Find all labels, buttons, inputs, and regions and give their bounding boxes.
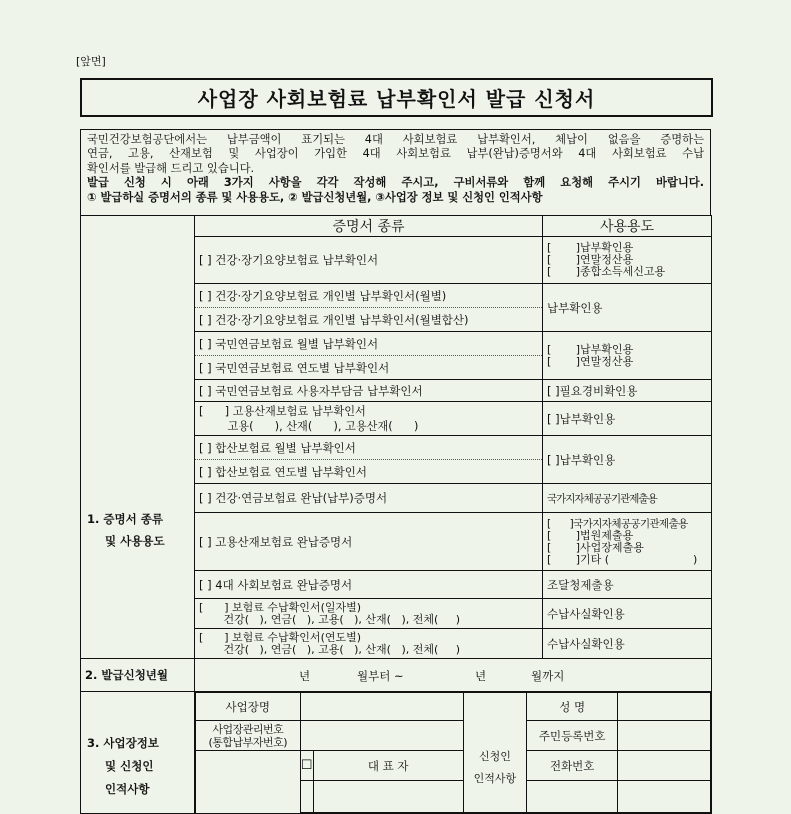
cert-health-individual-sum[interactable]: [ ] 건강·장기요양보험료 개인별 납부확인서(월별합산) xyxy=(195,308,543,332)
header-cert-type: 증명서 종류 xyxy=(195,216,543,237)
usage-group-10[interactable]: 수납사실확인용 xyxy=(543,599,712,629)
section-1-label xyxy=(81,216,195,659)
cert-health-payment[interactable]: [ ] 건강·장기요양보험료 납부확인서 xyxy=(195,237,543,284)
header-usage: 사용용도 xyxy=(543,216,712,237)
extra-cell xyxy=(526,781,617,813)
section-3-label xyxy=(81,692,195,814)
usage-group-5[interactable]: [ ]납부확인용 xyxy=(543,402,712,436)
cert-pension-yearly[interactable]: [ ] 국민연금보험료 연도별 납부확인서 xyxy=(195,356,543,380)
business-name-label: 사업장명 xyxy=(196,693,301,721)
business-name-input[interactable] xyxy=(300,693,463,721)
intro-line: 확인서를 발급해 드리고 있습니다. xyxy=(87,161,255,175)
section-3-line3: 인적사항 xyxy=(105,782,150,796)
intro-line: 국민건강보험공단에서는 납부금액이 표기되는 4대 사회보험료 납부확인서, 체납이 없음을 증명하는 xyxy=(87,133,704,146)
cert-health-individual-monthly[interactable]: [ ] 건강·장기요양보험료 개인별 납부확인서(월별) xyxy=(195,284,543,308)
blank-cell xyxy=(196,751,301,813)
representative-label: 대 표 자 xyxy=(313,751,463,781)
application-table xyxy=(80,215,712,814)
cert-pension-monthly[interactable]: [ ] 국민연금보험료 월별 납부확인서 xyxy=(195,332,543,356)
intro-items: ① 발급하실 증명서의 종류 및 사용용도, ② 발급신청년월, ③사업장 정보 및 신청인 인적사항 xyxy=(87,190,543,204)
extra-cell xyxy=(300,781,313,813)
usage-group-8[interactable]: [ ]국가지자체공공기관제출용 [ ]법원제출용 [ ]사업장제출용 [ ]기타 ( ) xyxy=(543,513,712,571)
issue-period-field[interactable] xyxy=(195,659,712,692)
cert-employment-paid[interactable]: [ ] 고용산재보험료 완납증명서 xyxy=(195,513,543,571)
usage-group-11[interactable]: 수납사실확인용 xyxy=(543,629,712,659)
front-side-label: [앞면] xyxy=(76,55,106,68)
usage-group-7[interactable]: 국가지자체공공기관제출용 xyxy=(543,484,712,513)
info-subtable xyxy=(195,692,711,813)
usage-group-3[interactable]: [ ]납부확인용 [ ]연말정산용 xyxy=(543,332,712,380)
business-number-input[interactable] xyxy=(300,721,463,751)
phone-label: 전화번호 xyxy=(526,751,617,781)
intro-box xyxy=(80,129,711,215)
cert-combined-monthly[interactable]: [ ] 합산보험료 월별 납부확인서 xyxy=(195,436,543,460)
resident-number-input[interactable] xyxy=(618,721,711,751)
extra-cell xyxy=(618,781,711,813)
applicant-info-label: 신청인 인적사항 xyxy=(463,693,526,813)
name-label: 성 명 xyxy=(526,693,617,721)
cert-receipt-yearly[interactable]: [ ] 보험료 수납확인서(연도별) 건강( ), 연금( ), 고용( ), 산재( ), 전체( ) xyxy=(195,629,543,659)
name-input[interactable] xyxy=(618,693,711,721)
section-1-line2: 및 사용용도 xyxy=(105,534,165,548)
section-2-label: 2. 발급신청년월 xyxy=(81,659,195,692)
intro-line: 연금, 고용, 산재보험 및 사업장이 가입한 4대 사회보험료 납부(완납)증명서와 4대 사회보험료 수납 xyxy=(87,147,704,161)
usage-group-1[interactable]: [ ]납부확인용 [ ]연말정산용 [ ]종합소득세신고용 xyxy=(543,237,712,284)
period-month-to: 월까지 xyxy=(531,669,565,683)
cert-four-insurance-paid[interactable]: [ ] 4대 사회보험료 완납증명서 xyxy=(195,571,543,599)
section-3-line1: 3. 사업장정보 xyxy=(87,736,159,750)
usage-group-2[interactable]: 납부확인용 xyxy=(543,284,712,332)
form-title: 사업장 사회보험료 납부확인서 발급 신청서 xyxy=(80,78,713,117)
period-month-from: 월부터 ~ xyxy=(357,669,404,683)
period-year-to: 년 xyxy=(475,669,487,683)
cert-combined-yearly[interactable]: [ ] 합산보험료 연도별 납부확인서 xyxy=(195,460,543,484)
cert-receipt-daily[interactable]: [ ] 보험료 수납확인서(일자별) 건강( ), 연금( ), 고용( ), 산재( ), 전체( ) xyxy=(195,599,543,629)
intro-instruction: 발급 신청 시 아래 3가지 사항을 각각 작성해 주시고, 구비서류와 함께 요청해 주시기 바랍니다. xyxy=(87,176,704,190)
usage-group-4[interactable]: [ ]필요경비확인용 xyxy=(543,380,712,402)
cert-pension-employer[interactable]: [ ] 국민연금보험료 사용자부담금 납부확인서 xyxy=(195,380,543,402)
usage-group-6[interactable]: [ ]납부확인용 xyxy=(543,436,712,484)
usage-group-9[interactable]: 조달청제출용 xyxy=(543,571,712,599)
resident-number-label: 주민등록번호 xyxy=(526,721,617,751)
representative-checkbox[interactable]: ☐ xyxy=(300,751,313,781)
section-3-line2: 및 신청인 xyxy=(105,759,154,773)
business-applicant-info xyxy=(195,692,712,814)
phone-input[interactable] xyxy=(618,751,711,781)
cert-health-pension-paid[interactable]: [ ] 건강·연금보험료 완납(납부)증명서 xyxy=(195,484,543,513)
section-1-line1: 1. 증명서 종류 xyxy=(87,512,163,526)
period-year-from: 년 xyxy=(299,669,311,683)
extra-cell xyxy=(313,781,463,813)
business-number-label: 사업장관리번호 (통합납부자번호) xyxy=(196,721,301,751)
cert-employment-industrial[interactable]: [ ] 고용산재보험료 납부확인서 고용( ), 산재( ), 고용산재( ) xyxy=(195,402,543,436)
